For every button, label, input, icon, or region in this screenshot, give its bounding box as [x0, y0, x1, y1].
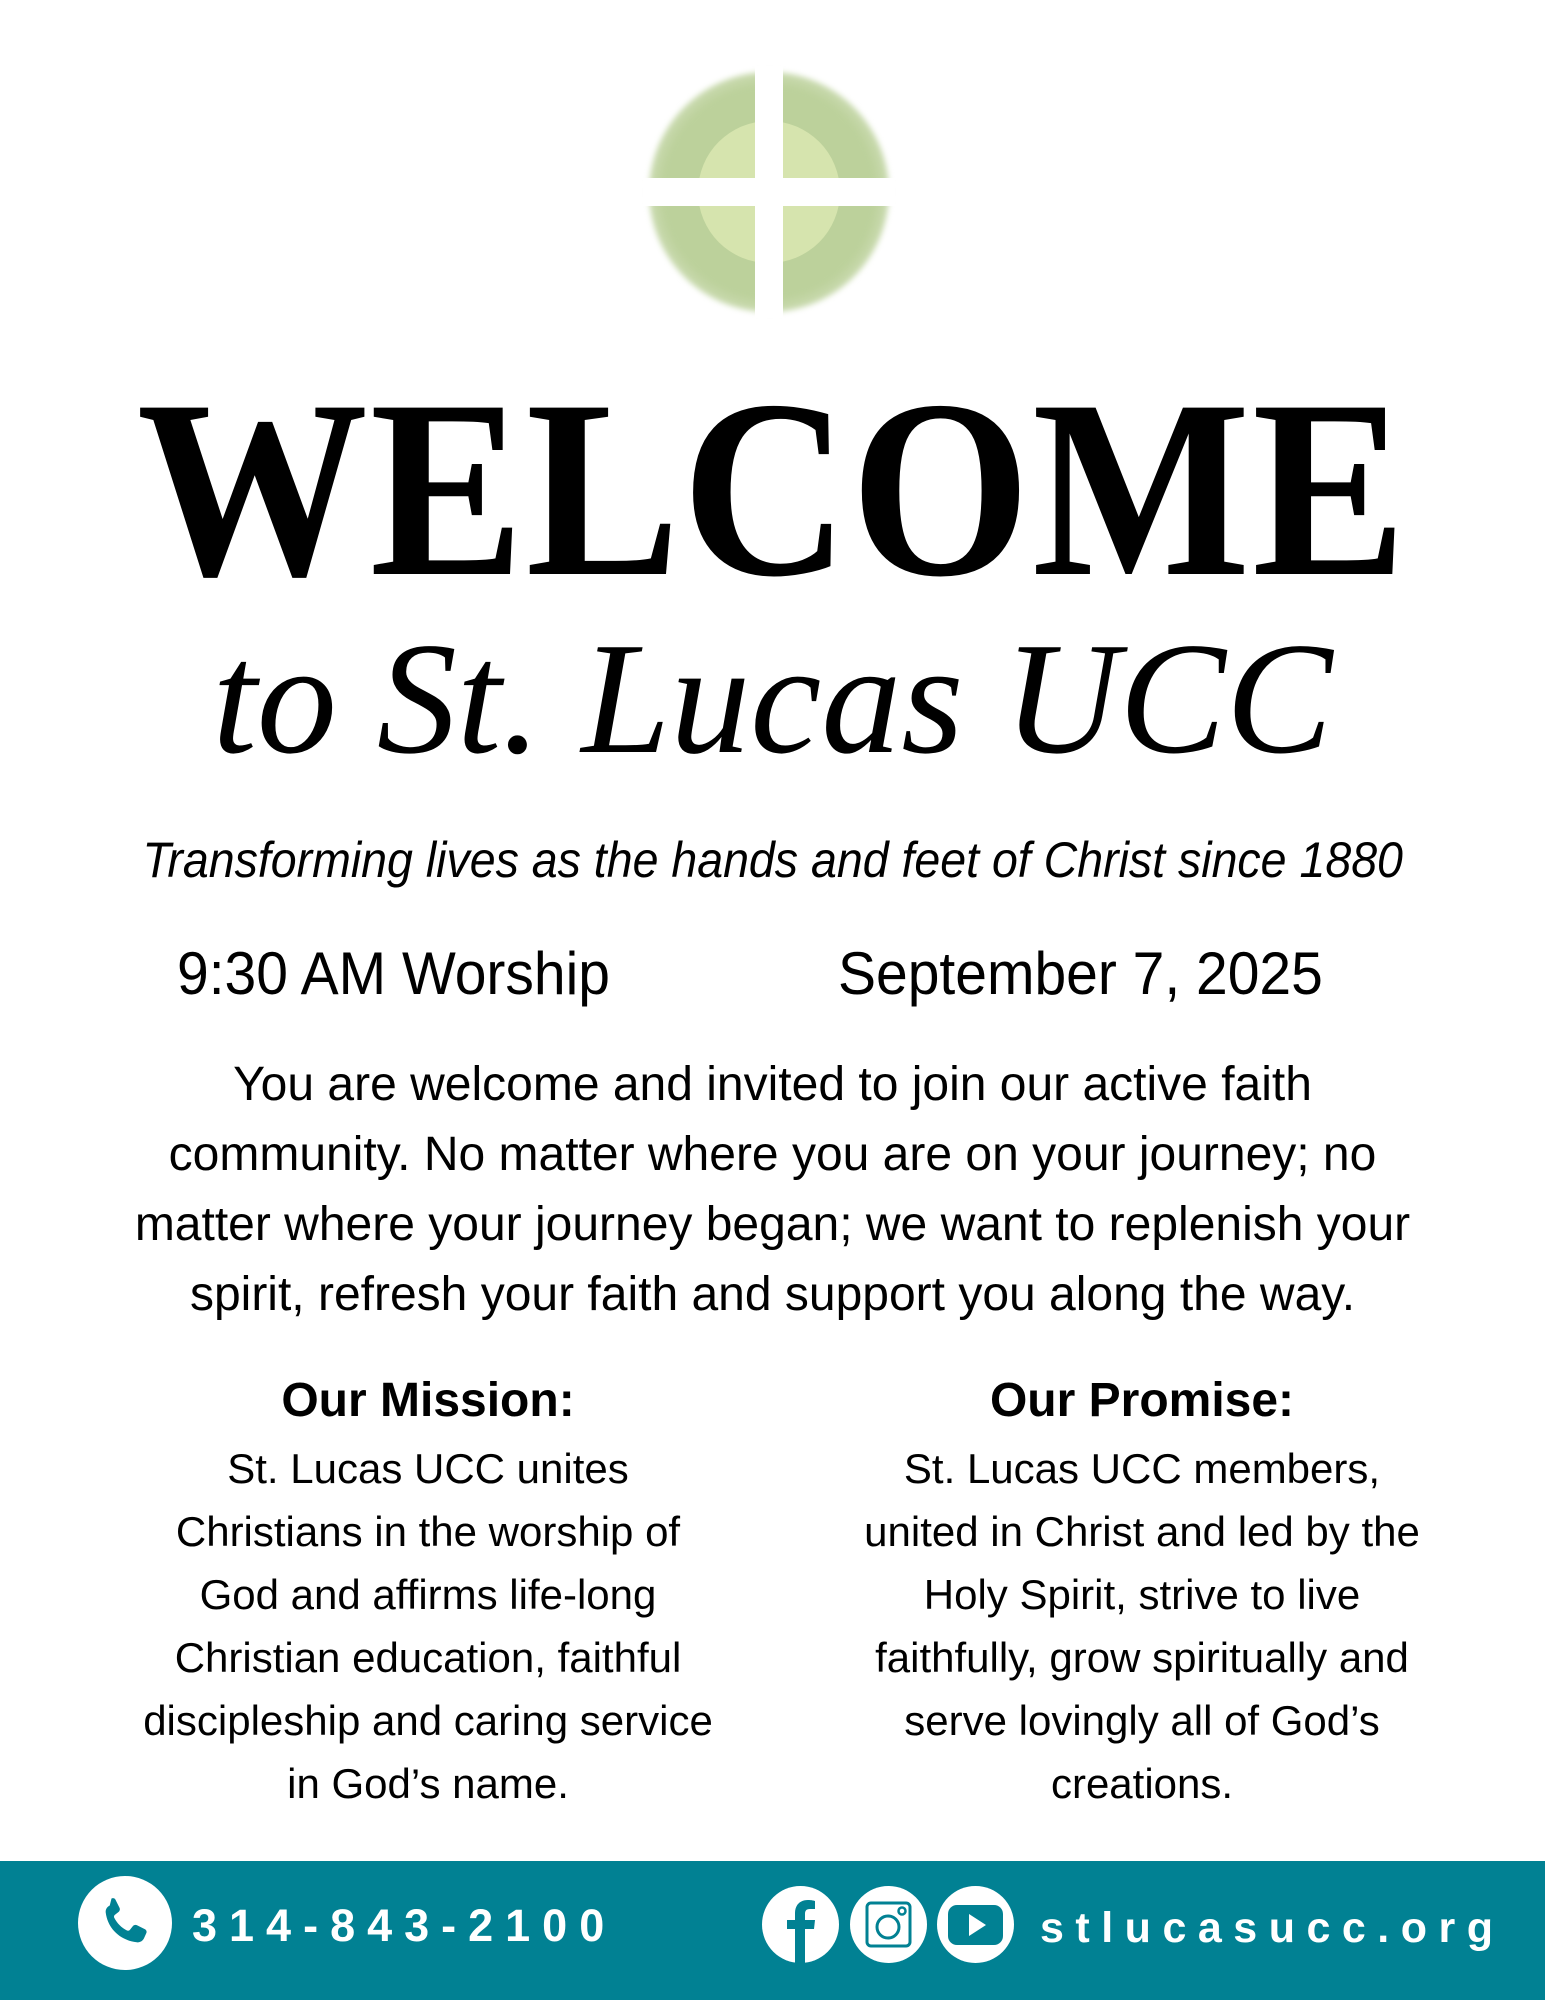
promise-heading: Our Promise: [989, 1374, 1295, 1427]
promise-section [792, 1372, 1492, 1815]
phone-icon [78, 1876, 172, 1970]
promise-line: united in Christ and led by the [864, 1508, 1420, 1555]
church-name-subtitle: to St. Lucas UCC [212, 609, 1333, 787]
promise-text [792, 1437, 1492, 1815]
worship-date: September 7, 2025 [838, 940, 1323, 1007]
welcome-title-text: WELCOME [136, 348, 1409, 629]
instagram-icon[interactable] [850, 1886, 927, 1963]
service-info [0, 939, 1545, 1009]
mission-line: God and affirms life-long [199, 1571, 657, 1618]
tagline-text: Transforming lives as the hands and feet of Christ since 1880 [142, 832, 1403, 888]
mission-line: discipleship and caring service [143, 1697, 713, 1744]
mission-line: Christian education, faithful [174, 1634, 682, 1681]
cross-horizontal-bar [643, 178, 895, 206]
phone-handset-glyph [95, 1893, 155, 1953]
facebook-icon[interactable] [762, 1886, 839, 1963]
promise-line: Holy Spirit, strive to live [923, 1571, 1361, 1618]
mission-heading: Our Mission: [281, 1374, 575, 1427]
facebook-glyph [762, 1886, 839, 1963]
mission-line: St. Lucas UCC unites [227, 1445, 629, 1492]
mission-line: in God’s name. [287, 1760, 569, 1807]
contact-footer [0, 1861, 1545, 2000]
youtube-icon[interactable] [937, 1886, 1014, 1963]
welcome-paragraph [60, 1050, 1485, 1330]
worship-time: 9:30 AM Worship [177, 940, 610, 1007]
paragraph-line: matter where your journey began; we want to replenish your [134, 1198, 1411, 1251]
church-logo [649, 72, 889, 312]
phone-number[interactable]: 314-843-2100 [192, 1900, 617, 1951]
mission-section [78, 1372, 778, 1815]
youtube-glyph [937, 1886, 1014, 1963]
promise-line: serve lovingly all of God’s [904, 1697, 1380, 1744]
promise-line: St. Lucas UCC members, [903, 1445, 1381, 1492]
mission-text [78, 1437, 778, 1815]
instagram-glyph [850, 1886, 927, 1963]
welcome-title [0, 348, 1545, 629]
mission-line: Christians in the worship of [175, 1508, 681, 1555]
promise-line: creations. [1050, 1760, 1234, 1807]
promise-line: faithfully, grow spiritually and [875, 1634, 1409, 1681]
paragraph-line: You are welcome and invited to join our active faith [233, 1058, 1312, 1111]
tagline [0, 830, 1545, 890]
paragraph-line: community. No matter where you are on your journey; no [168, 1128, 1377, 1181]
website-link[interactable]: stlucasucc.org [1040, 1904, 1505, 1952]
paragraph-line: spirit, refresh your faith and support you along the way. [189, 1268, 1356, 1321]
